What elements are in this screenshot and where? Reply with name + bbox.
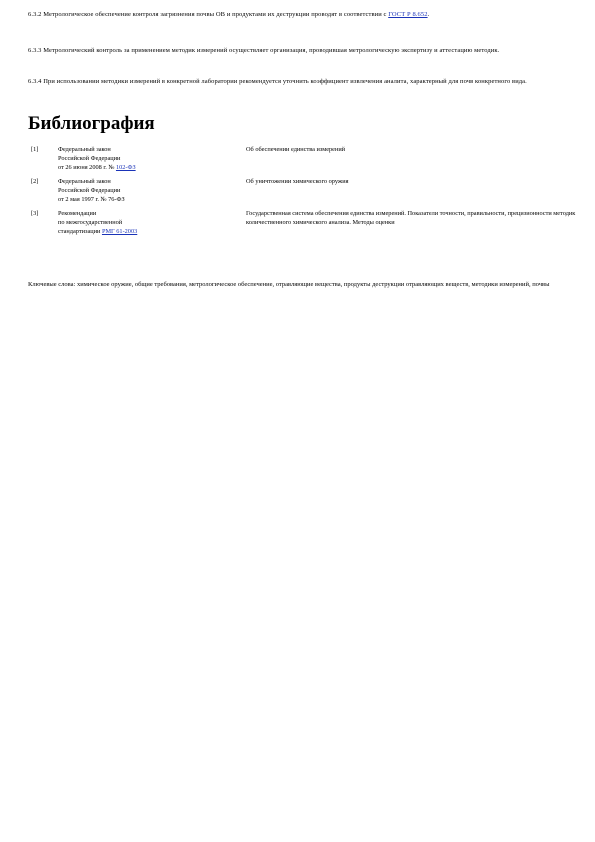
rmg-link[interactable]: РМГ 61-2003 [101, 227, 138, 235]
source-line: от 2 мая 1997 г. № 76-ФЗ [58, 195, 125, 203]
source-line: Российской Федерации [58, 186, 121, 194]
source-line [58, 164, 228, 173]
bibliography-item-number: [1] [31, 146, 39, 153]
keywords: Ключевые слова: химическое оружие, общие требования, метрологическое обеспечение, отравляющие вещества, продукты деструкции отравляющих веществ, методики измерений, почвы [28, 281, 550, 288]
paragraph-6-3-2-tail: . [427, 11, 430, 18]
source-line-text: от 26 июня 2008 г. № [58, 163, 116, 171]
paragraph-6-3-2 [28, 10, 558, 20]
law-102-link[interactable]: 102-ФЗ [115, 163, 136, 171]
bibliography-item [28, 146, 573, 176]
source-line: Федеральный закон [58, 146, 111, 153]
bibliography-item-number: [2] [31, 178, 39, 185]
source-line: Российской Федерации [58, 154, 121, 162]
bibliography-heading: Библиография [28, 113, 155, 134]
paragraph-6-3-4: 6.3.4 При использовании методики измерений в конкретной лаборатории рекомендуется уточнить коэффициент извлечения аналита, характерный для почв конкретного вида. [28, 78, 527, 85]
bibliography-item-source [58, 146, 228, 172]
gost-link[interactable]: ГОСТ Р 8.652 [388, 11, 428, 18]
source-line: по межгосударственной [58, 218, 123, 226]
bibliography-item-title: Государственная система обеспечения единства измерений. Показатели точности, правильности, прецизионности методик количественного химического анализа. Методы оценки [246, 210, 576, 226]
bibliography-item [28, 178, 573, 208]
source-line: Федеральный закон [58, 178, 111, 185]
source-line [58, 228, 228, 237]
paragraph-6-3-2-text: 6.3.2 Метрологическое обеспечение контроля загрязнения почвы ОВ и продуктами их деструкции проводят в соответствии с [28, 11, 389, 18]
bibliography-item-number: [3] [31, 210, 39, 217]
source-line: Рекомендации [58, 210, 97, 217]
bibliography-item-source [58, 178, 228, 204]
bibliography-item-title: Об обеспечении единства измерений [246, 146, 346, 153]
paragraph-6-3-3: 6.3.3 Метрологический контроль за применением методик измерений осуществляет организация, проводившая метрологическую экспертизу и аттестацию методик. [28, 47, 500, 54]
bibliography-item [28, 210, 576, 240]
bibliography-item-title: Об уничтожении химического оружия [246, 178, 349, 185]
source-line-text: стандартизации [58, 227, 102, 235]
bibliography-item-source [58, 210, 228, 236]
